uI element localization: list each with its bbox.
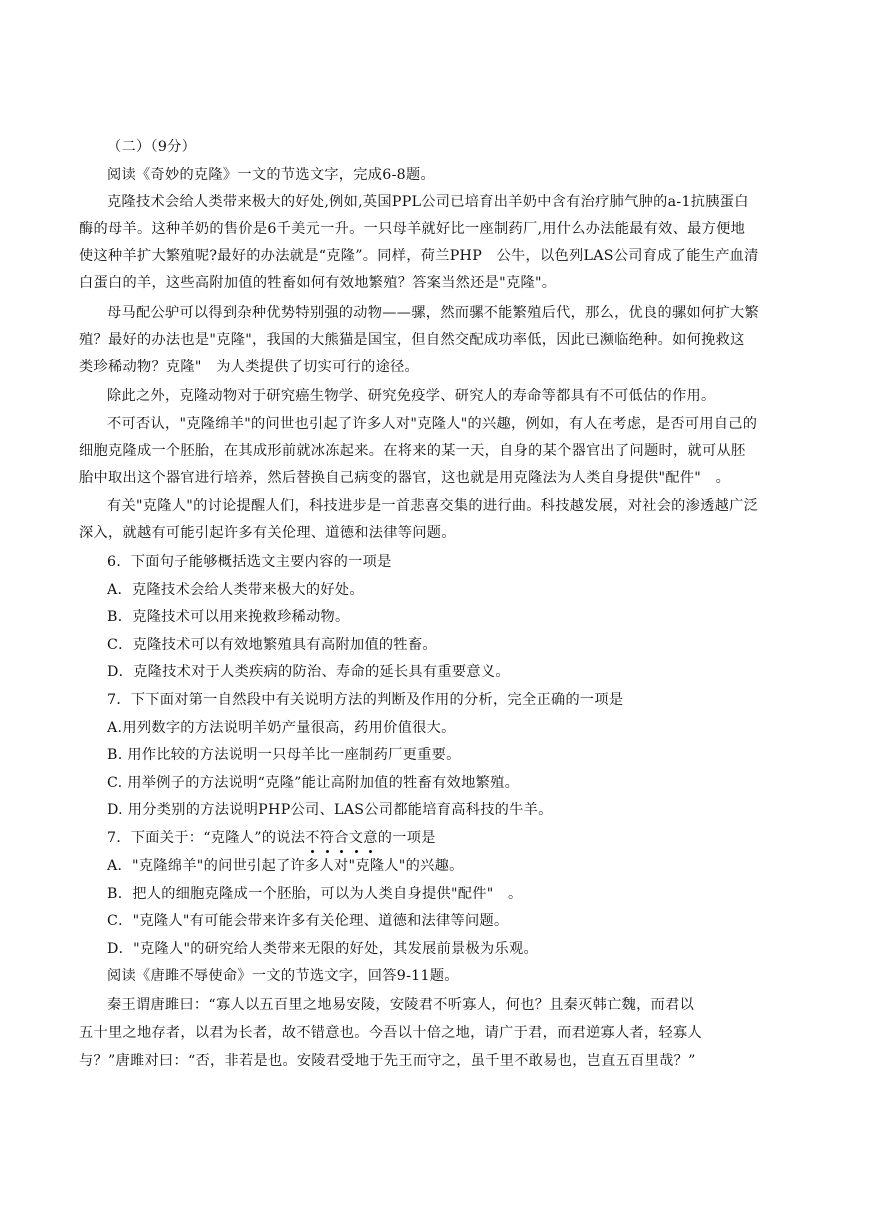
- question-7b-option-c: C．"克隆人"有可能会带来许多有关伦理、道德和法律等问题。: [107, 913, 509, 929]
- passage1-line: 母马配公驴可以得到杂种优势特别强的动物——骡，然而骡不能繁殖后代，那么，优良的骡如何扩大繁: [107, 305, 759, 321]
- emphasis-dot-char: 意: [363, 830, 378, 846]
- question-7b-stem-emphasis: [305, 830, 378, 846]
- question-6-option-b: B．克隆技术可以用来挽救珍稀动物。: [107, 609, 350, 625]
- question-7a-option-c: C. 用举例子的方法说明“克隆”能让高附加值的牲畜有效地繁殖。: [107, 775, 520, 791]
- question-7b-option-a: A．"克隆绵羊"的问世引起了许多人对"克隆人"的兴趣。: [107, 858, 464, 874]
- question-7a-option-b: B. 用作比较的方法说明一只母羊比一座制药厂更重要。: [107, 747, 461, 763]
- passage1-line: 白蛋白的羊，这些高附加值的牲畜如何有效地繁殖？答案当然还是"克隆"。: [79, 275, 557, 291]
- passage2-line: 秦王谓唐雎曰：“寡人以五百里之地易安陵，安陵君不听寡人，何也？且秦灭韩亡魏，而君以: [107, 997, 695, 1013]
- question-7b-option-b: B．把人的细胞克隆成一个胚胎，可以为人类自身提供"配件" 。: [107, 886, 523, 902]
- passage2-line: 五十里之地存者，以君为长者，故不错意也。今吾以十倍之地，请广于君，而君逆寡人者，轻寡人: [79, 1025, 702, 1041]
- question-7a-stem: 7．下下面对第一自然段中有关说明方法的判断及作用的分析，完全正确的一项是: [107, 692, 624, 708]
- emphasis-dot-char: 合: [334, 830, 349, 846]
- question-7a-option-d: D. 用分类别的方法说明PHP公司、LAS公司都能培育高科技的牛羊。: [107, 802, 553, 818]
- section-header: （二）（9分）: [107, 139, 197, 155]
- passage1-intro: 阅读《奇妙的克隆》一文的节选文字，完成6-8题。: [107, 167, 435, 183]
- passage2-line: 与？”唐雎对曰：“否，非若是也。安陵君受地于先王而守之，虽千里不敢易也，岂直五百里哉？”: [79, 1053, 696, 1069]
- emphasis-dot-char: 符: [319, 830, 335, 846]
- passage1-line: 使这种羊扩大繁殖呢?最好的办法就是“克隆”。同样，荷兰PHP 公牛，以色列LAS公司育成了能生产血清: [79, 248, 759, 264]
- passage1-line: 殖？最好的办法也是"克隆"，我国的大熊猫是国宝，但自然交配成功率低，因此已濒临绝种。如何挽救这: [79, 332, 745, 348]
- question-7a-option-a: A.用列数字的方法说明羊奶产量很高，药用价值很大。: [107, 720, 456, 736]
- question-7b-stem-after: 的一项是: [377, 830, 436, 846]
- question-7b-option-d: D．"克隆人"的研究给人类带来无限的好处，其发展前景极为乐观。: [107, 941, 538, 957]
- passage1-line: 细胞克隆成一个胚胎，在其成形前就冰冻起来。在将来的某一天，自身的某个器官出了问题时，就可从胚: [79, 443, 746, 459]
- question-7b-stem: [107, 828, 436, 848]
- passage1-line: 不可否认，"克隆绵羊"的问世也引起了许多人对"克隆人"的兴趣，例如，有人在考虑，是否可用自己的: [107, 416, 758, 432]
- question-6-option-d: D．克隆技术对于人类疾病的防治、寿命的延长具有重要意义。: [107, 664, 510, 680]
- passage1-line: 深入，就越有可能引起许多有关伦理、道德和法律等问题。: [79, 525, 456, 541]
- passage1-line: 除此之外，克隆动物对于研究癌生物学、研究免疫学、研究人的寿命等都具有不可低估的作用。: [107, 388, 716, 404]
- passage1-line: 类珍稀动物？克隆" 为人类提供了切实可行的途径。: [79, 359, 420, 375]
- passage1-line: 克隆技术会给人类带来极大的好处,例如,英国PPL公司已培育出羊奶中含有治疗肺气肿的a-1抗胰蛋白: [107, 194, 749, 210]
- passage1-line: 有关"克隆人"的讨论提醒人们，科技进步是一首悲喜交集的进行曲。科技越发展，对社会的渗透越广泛: [107, 498, 759, 514]
- question-6-option-a: A．克隆技术会给人类带来极大的好处。: [107, 582, 364, 598]
- emphasis-dot-char: 不: [305, 830, 320, 846]
- passage1-line: 胎中取出这个器官进行培养，然后替换自己病变的器官，这也就是用克隆法为人类自身提供"配件" 。: [79, 470, 731, 486]
- question-6-stem: 6．下面句子能够概括选文主要内容的一项是: [107, 554, 392, 570]
- passage1-line: 酶的母羊。这种羊奶的售价是6千美元一升。一只母羊就好比一座制药厂,用什么办法能最有效、最方便地: [79, 221, 746, 237]
- passage2-intro: 阅读《唐雎不辱使命》一文的节选文字，回答9-11题。: [107, 968, 459, 984]
- question-7b-stem-before: 7．下面关于：“克隆人”的说法: [107, 830, 306, 846]
- question-6-option-c: C．克隆技术可以有效地繁殖具有高附加值的牲畜。: [107, 637, 437, 653]
- emphasis-dot-char: 文: [348, 830, 364, 846]
